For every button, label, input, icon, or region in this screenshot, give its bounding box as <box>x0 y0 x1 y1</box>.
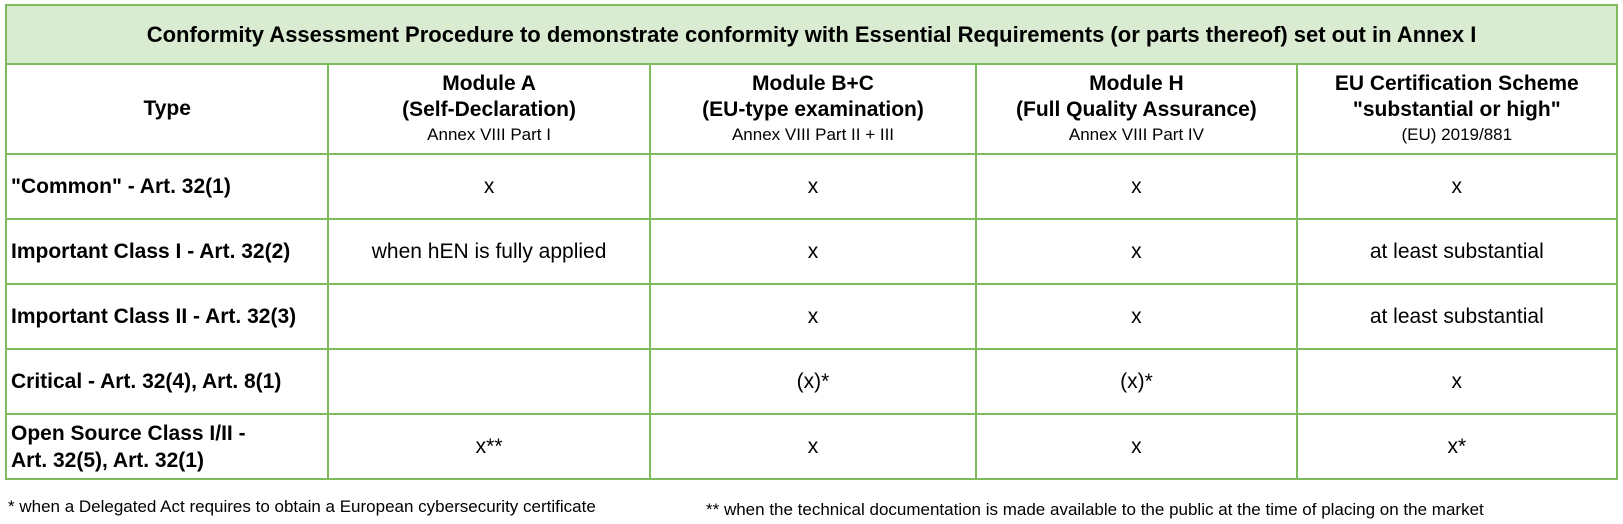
table-cell: x <box>1297 154 1617 219</box>
column-title-line-1: Module B+C <box>752 72 874 95</box>
table-row-critical <box>6 349 1617 414</box>
row-label: "Common" - Art. 32(1) <box>6 154 328 219</box>
table-cell: x <box>650 414 977 479</box>
table-cell: x** <box>328 414 649 479</box>
footnote-single-asterisk: * when a Delegated Act requires to obtain a European cybersecurity certificate <box>8 497 596 516</box>
table-row-open-source <box>6 414 1617 479</box>
row-label: Important Class II - Art. 32(3) <box>6 284 328 349</box>
column-subtitle: Annex VIII Part IV <box>1068 125 1204 144</box>
column-subtitle: (EU) 2019/881 <box>1401 125 1513 144</box>
table-title: Conformity Assessment Procedure to demonstrate conformity with Essential Requirements (or parts thereof) set out in Annex I <box>6 5 1617 64</box>
column-header-module-a <box>328 64 649 154</box>
column-title-line-1: Module A <box>442 72 536 95</box>
column-header-module-bc <box>650 64 977 154</box>
column-title-line-2: (EU-type examination) <box>702 98 924 121</box>
table-cell: (x)* <box>650 349 977 414</box>
table-cell: x <box>976 414 1296 479</box>
table-cell: x <box>976 284 1296 349</box>
table-cell <box>328 349 649 414</box>
table-cell: when hEN is fully applied <box>328 219 649 284</box>
row-label-line-2: Art. 32(5), Art. 32(1) <box>11 448 204 472</box>
table-cell <box>328 284 649 349</box>
table-cell: (x)* <box>976 349 1296 414</box>
table-cell: x <box>328 154 649 219</box>
column-title-line-1: Module H <box>1089 72 1184 95</box>
column-title: Type <box>143 97 191 120</box>
column-header-type <box>6 64 328 154</box>
table-cell: x* <box>1297 414 1617 479</box>
row-label: Critical - Art. 32(4), Art. 8(1) <box>6 349 328 414</box>
table-cell: at least substantial <box>1297 219 1617 284</box>
column-subtitle: Annex VIII Part II + III <box>731 125 895 144</box>
column-title-line-2: (Full Quality Assurance) <box>1016 98 1257 121</box>
table-cell: x <box>650 154 977 219</box>
column-title-line-2: "substantial or high" <box>1352 98 1561 121</box>
conformity-table <box>5 4 1618 480</box>
column-header-module-h <box>976 64 1296 154</box>
table-row-common <box>6 154 1617 219</box>
column-subtitle: Annex VIII Part I <box>427 125 551 144</box>
table-cell: x <box>976 154 1296 219</box>
header-row <box>6 64 1617 154</box>
table-row-important-class-2 <box>6 284 1617 349</box>
table-row-important-class-1 <box>6 219 1617 284</box>
table-cell: x <box>650 219 977 284</box>
row-label <box>6 414 328 479</box>
column-header-eu-certification <box>1297 64 1617 154</box>
table-cell: x <box>1297 349 1617 414</box>
footnote-double-asterisk: ** when the technical documentation is made available to the public at the time of placing on the market <box>706 500 1484 519</box>
table-cell: at least substantial <box>1297 284 1617 349</box>
table-cell: x <box>976 219 1296 284</box>
table-cell: x <box>650 284 977 349</box>
row-label-line-1: Open Source Class I/II - <box>11 421 246 445</box>
row-label: Important Class I - Art. 32(2) <box>6 219 328 284</box>
column-title-line-1: EU Certification Scheme <box>1334 72 1579 95</box>
column-title-line-2: (Self-Declaration) <box>402 98 576 121</box>
